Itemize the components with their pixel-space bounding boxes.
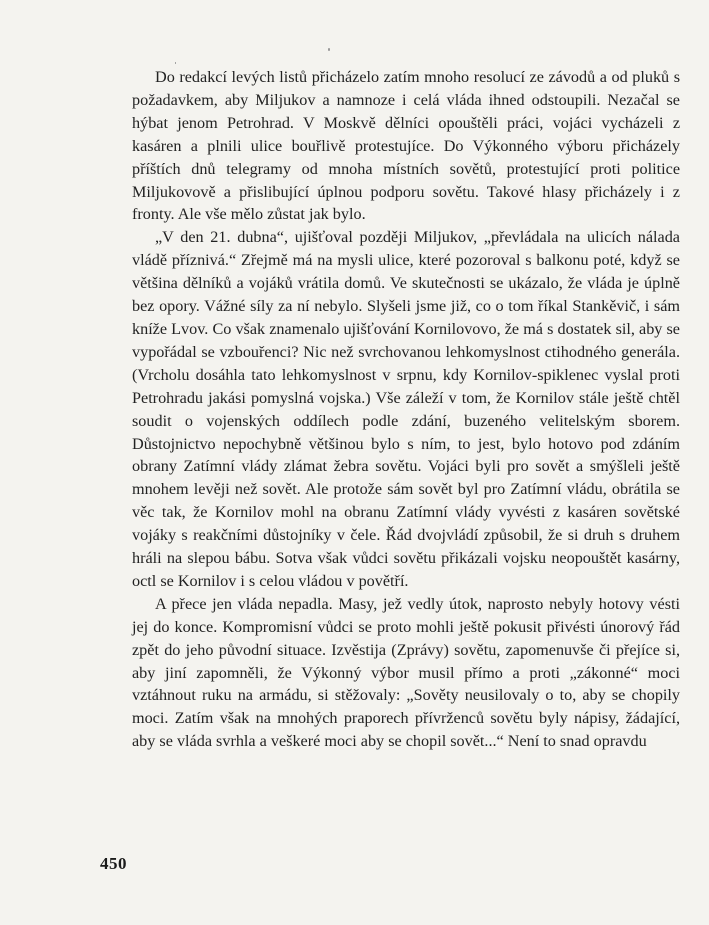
print-speck [328, 48, 330, 51]
body-text [132, 66, 680, 753]
page-number: 450 [100, 854, 127, 873]
paragraph-2: „V den 21. dubna“, ujišťoval později Miljukov, „převládala na ulicích nálada vládě příznivá.“ Zřejmě má na mysli ulice, které pozoroval s balkonu poté, když se většina dělníků a vojáků vrátila domů. Ve skutečnosti se ukázalo, že vláda je úplně bez opory. Vážné síly za ní nebylo. Slyšeli jsme již, co o tom říkal Stankěvič, i sám kníže Lvov. Co však znamenalo ujišťování Kornilovovo, že má s dostatek sil, aby se vypořádal se vzbouřenci? Nic než svrchovanou lehkomyslnost ctihodného generála. (Vrcholu dosáhla tato lehkomyslnost v srpnu, kdy Kornilov-spiklenec vyslal proti Petrohradu jakási pomyslná vojska.) Vše záleží v tom, že Kornilov stále ještě chtěl soudit o vojenských oddílech podle zdání, buzeného velitelským sborem. Důstojnictvo nepochybně většinou bylo s ním, to jest, bylo hotovo pod zdáním obrany Zatímní vlády zlámat žebra sovětu. Vojáci byli pro sovět a smýšleli ještě mnohem levěji než sovět. Ale protože sám sovět byl pro Zatímní vládu, obrátila se věc tak, že Kornilov mohl na obranu Zatímní vlády vyvésti z kasáren sovětské vojáky s reakčními důstojníky v čele. Řád dvojvládí způsobil, že si druh s druhem hráli na slepou bábu. Sotva však vůdci sovětu přikázali vojsku neopouštět kasárny, octl se Kornilov i s celou vládou v povětří. [132, 228, 680, 590]
print-speck [175, 62, 176, 64]
paragraph-3: A přece jen vláda nepadla. Masy, jež vedly útok, naprosto nebyly hotovy vésti jej do konce. Kompromisní vůdci se proto mohli ještě pokusit přivésti únorový řád zpět do jeho původní situace. Izvěstija (Zprávy) sovětu, zapomenuvše či přejíce si, aby jiní zapomněli, že Výkonný výbor musil přímo a proti „zákonné“ moci vztáhnout ruku na armádu, si stěžovaly: „Sověty neusilovaly o to, aby se chopily moci. Zatím však na mnohých praporech přívrženců sovětu byly nápisy, žádající, aby se vláda svrhla a veškeré moci aby se chopil sovět...“ Není to snad opravdu [132, 594, 680, 751]
paragraph-1: Do redakcí levých listů přicházelo zatím mnoho resolucí ze závodů a od pluků s požadavkem, aby Miljukov a namnoze i celá vláda ihned odstoupili. Nezačal se hýbat jenom Petrohrad. V Moskvě dělníci opouštěli práci, vojáci vycházeli z kasáren a plnili ulice bouřlivě protestujíce. Do Výkonného výboru přicházely příštích dnů telegramy od mnoha místních sovětů, protestující proti politice Miljukovově a přislibující úplnou podporu sovětu. Takové hlasy přicházely i z fronty. Ale vše mělo zůstat jak bylo. [132, 68, 680, 224]
